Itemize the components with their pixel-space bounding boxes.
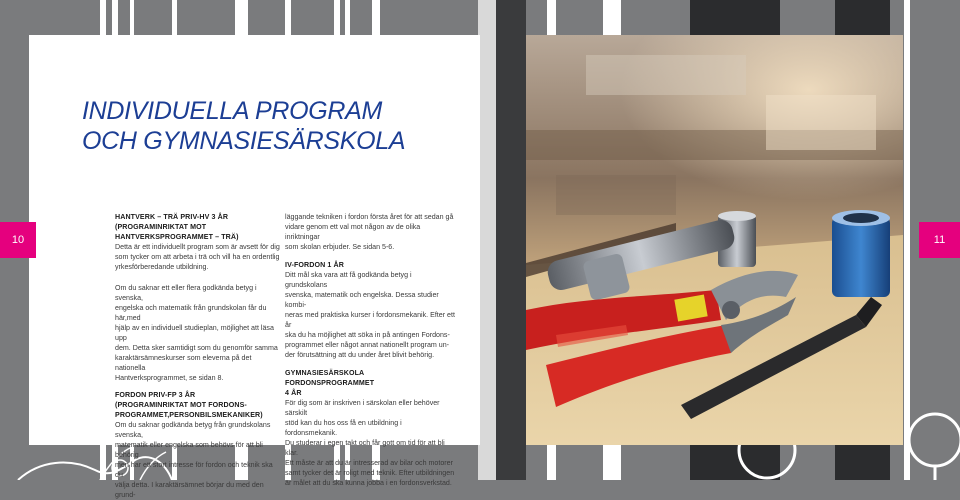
title-line-2: OCH GYMNASIESÄRSKOLA [82, 127, 406, 155]
right-page [526, 35, 903, 445]
section-body: För dig som är inskriven i särskolan eller behöver särskilt stöd kan du hos oss få en utbildning i fordonsmekanik. Du studerar i egen takt och får gott om tid för att bli klar. Ett måste är att du är intresserad av bilar och motorer samt tycker det är roligt med teknik. Efter utbildningen är målet att du ska kunna jobba i en fordonsverkstad. [285, 399, 455, 487]
workshop-tools-photo [526, 35, 903, 445]
section-title: FORDON PRIV-FP 3 ÅR (PROGRAMINRIKTAT MOT FORDONS- PROGRAMMET,PERSONBILSMEKANIKER) [115, 391, 263, 419]
section-body: Om du saknar ett eller flera godkända betyg i svenska, engelska och matematik från grundskolan får du här,med hjälp av en individuell studieplan, möjlighet att läsa upp dem. Detta sker samtidigt som du genomför samma karaktärsämneskurser som eleverna på det nationella Hantverksprogrammet, se sidan 8. [115, 284, 278, 382]
section-body: Detta är ett individuellt program som är avsett för dig som tycker om att arbeta i trä och vill ha en ordentlig yrkesförberedande utbildning. [115, 243, 280, 271]
page-number-left: 10 [0, 222, 36, 258]
title-line-1: INDIVIDUELLA PROGRAM [82, 97, 383, 125]
section-title: GYMNASIESÄRSKOLA FORDONSPROGRAMMET 4 ÅR [285, 369, 375, 397]
section-title: IV-FORDON 1 ÅR [285, 261, 344, 269]
section-body: Ditt mål ska vara att få godkända betyg i grundskolans svenska, matematik och engelska. Dessa studier kombi- neras med praktiska kurser i fordonsmekanik. Efter ett år ska du ha möjlighet att söka in på antingen Fordons- programmet eller något annat nationellt program un- der förutsättning att du under året blivit behörig. [285, 271, 455, 359]
section-body: läggande tekniken i fordon första året för att sedan gå vidare genom ett val mot någon av de olika inriktningar som skolan erbjuder. Se sidan 5-6. [285, 213, 454, 251]
page-number-right: 11 [919, 222, 960, 258]
section-title: HANTVERK – TRÄ PRIV-HV 3 ÅR (PROGRAMINRIKTAT MOT HANTVERKSPROGRAMMET – TRÄ) [115, 213, 239, 241]
page-title [82, 96, 405, 156]
bg-stripe [496, 0, 526, 480]
section-body: Om du saknar godkända betyg från grundskolans svenska, matematik eller engelska som behövs för att bli behörig men har ett stort intresse för fordon och teknik ska du välja detta. I karaktärsämnet börjar du med den grund- [115, 421, 273, 499]
text-column-2 [285, 212, 455, 488]
text-column-1 [115, 212, 280, 500]
